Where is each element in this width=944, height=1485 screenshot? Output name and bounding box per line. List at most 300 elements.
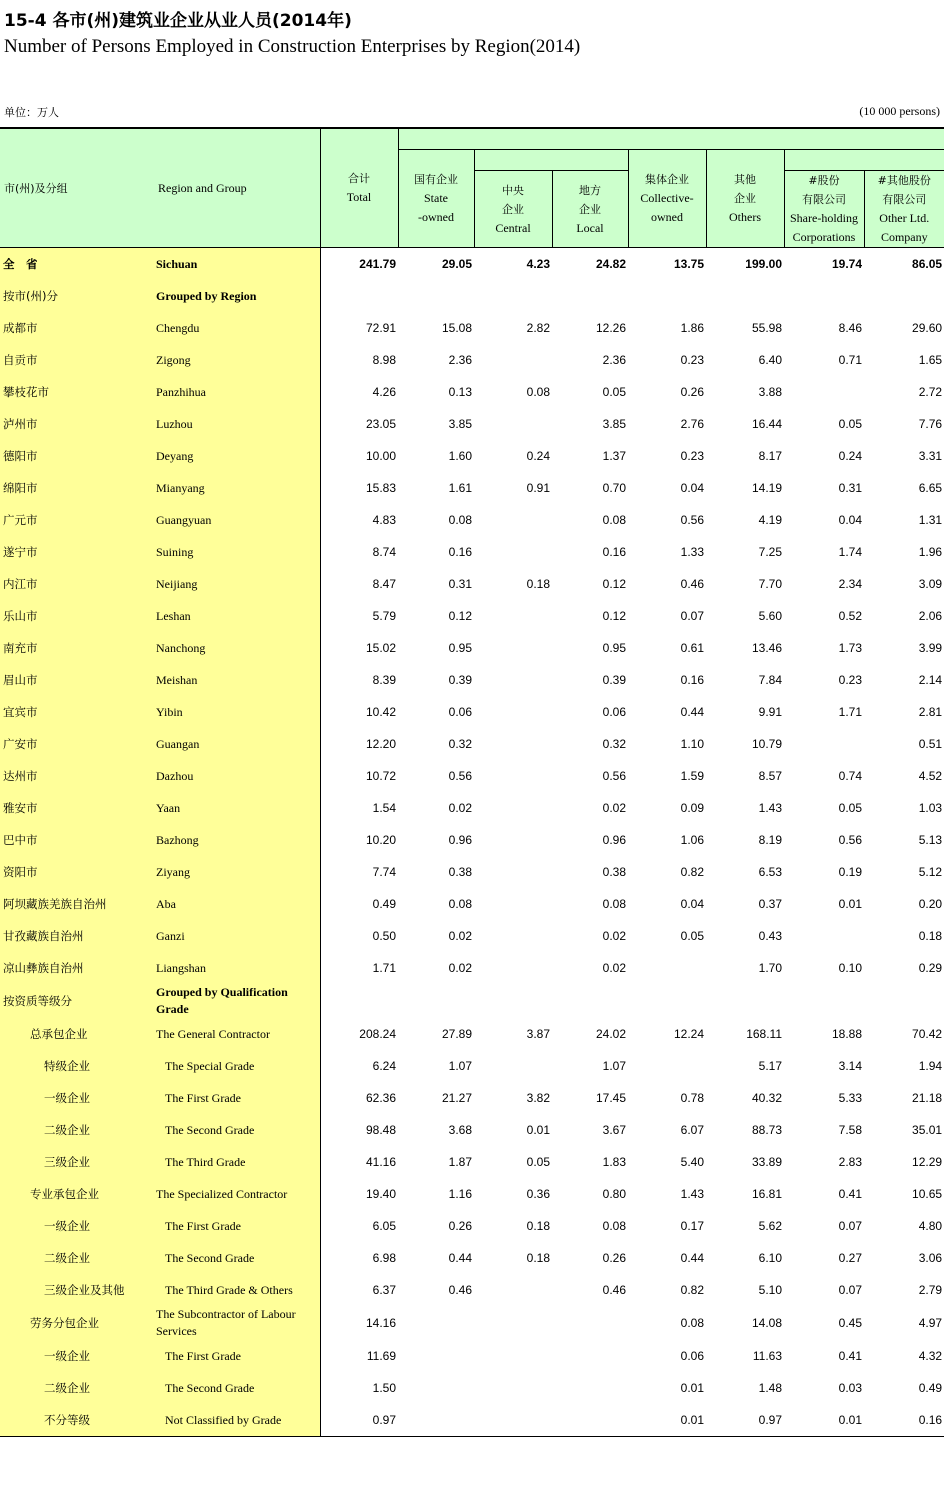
table-cell: 5.60 [758,609,782,623]
table-cell: 0.41 [838,1187,862,1201]
table-cell: 5.17 [758,1059,782,1073]
table-cell: 17.45 [595,1091,626,1105]
table-row [0,248,944,281]
row-label-cn: 按资质等级分 [0,984,154,1018]
table-cell: 0.18 [526,577,550,591]
row-label-cn: 内江市 [0,568,154,600]
table-row [0,1340,944,1372]
table-cell: 8.98 [372,353,396,367]
table-cell: 6.98 [372,1251,396,1265]
table-row [0,568,944,600]
row-label-en: Dazhou [154,760,320,792]
table-cell: 19.40 [365,1187,396,1201]
table-cell: 5.10 [758,1283,782,1297]
table-body [0,248,944,1437]
table-row [0,920,944,952]
table-cell: 0.74 [838,769,862,783]
table-row [0,1210,944,1242]
table-cell: 10.00 [365,449,396,463]
row-label-en: Sichuan [154,248,320,281]
table-cell: 1.33 [680,545,704,559]
table-cell: 27.89 [441,1027,472,1041]
table-cell: 3.85 [448,417,472,431]
table-cell [398,1306,474,1340]
table-cell: 72.91 [365,321,396,335]
row-label-cn: 凉山彝族自治州 [0,952,154,984]
table-cell: 1.73 [838,641,862,655]
row-label-cn: 眉山市 [0,664,154,696]
table-cell: 241.79 [320,248,398,281]
row-label-cn: 攀枝花市 [0,376,154,408]
table-cell [474,888,552,920]
table-cell: 23.05 [365,417,396,431]
row-label-cn: 专业承包企业 [0,1178,154,1210]
table-cell: 11.63 [752,1349,782,1363]
table-cell: 1.54 [372,801,396,815]
row-label-en: Yibin [154,696,320,728]
row-label-en: Not Classified by Grade [154,1404,320,1437]
table-cell: 0.31 [838,481,862,495]
table-cell [320,280,398,312]
table-cell: 0.23 [680,353,704,367]
table-cell: 1.71 [838,705,862,719]
table-cell: 1.59 [680,769,704,783]
table-cell: 2.14 [918,673,943,687]
table-cell: 1.16 [448,1187,472,1201]
table-row [0,632,944,664]
table-cell: 0.08 [526,385,550,399]
table-cell: 2.76 [680,417,704,431]
table-cell: 2.82 [526,321,550,335]
row-label-en: The Special Grade [154,1050,320,1082]
table-cell: 4.26 [372,385,396,399]
table-cell: 0.32 [448,737,472,751]
row-label-en: The First Grade [154,1210,320,1242]
row-label-cn: 劳务分包企业 [0,1306,154,1340]
table-cell [398,1340,474,1372]
table-cell [552,1306,628,1340]
table-cell: 18.88 [831,1027,862,1041]
table-cell: 12.24 [673,1027,704,1041]
table-cell: 4.83 [372,513,396,527]
table-cell: 7.84 [758,673,782,687]
table-cell: 6.24 [372,1059,396,1073]
row-label-en: Luzhou [154,408,320,440]
table-cell: 2.81 [918,705,943,719]
table-cell: 0.01 [784,1404,864,1437]
table-cell: 5.33 [838,1091,862,1105]
row-label-en: The Second Grade [154,1114,320,1146]
table-cell: 0.50 [372,929,396,943]
table-cell: 0.04 [680,897,704,911]
table-cell: 0.08 [602,513,626,527]
table-cell: 1.07 [602,1059,626,1073]
table-cell: 0.16 [864,1404,944,1437]
header-region-cn: 市(州)及分组 [0,128,154,248]
table-row [0,600,944,632]
row-label-en: Zigong [154,344,320,376]
table-cell: 7.25 [758,545,782,559]
row-label-cn: 二级企业 [0,1372,154,1404]
row-label-en: The Third Grade [154,1146,320,1178]
table-cell: 0.12 [448,609,472,623]
table-cell: 0.44 [680,705,704,719]
table-cell: 12.20 [365,737,396,751]
row-label-en: The Third Grade & Others [154,1274,320,1306]
table-cell: 15.02 [365,641,396,655]
table-cell: 1.37 [602,449,626,463]
table-cell: 4.80 [918,1219,943,1233]
table-cell: 6.10 [758,1251,782,1265]
table-row [0,1404,944,1437]
table-cell: 14.19 [751,481,782,495]
table-cell [474,1306,552,1340]
row-label-cn: 泸州市 [0,408,154,440]
table-cell: 0.91 [526,481,550,495]
table-cell [474,1050,552,1082]
table-cell: 0.31 [448,577,472,591]
table-cell [628,984,706,1018]
table-cell [474,696,552,728]
row-label-en: Suining [154,536,320,568]
row-label-cn: 广元市 [0,504,154,536]
row-label-en: Ganzi [154,920,320,952]
table-cell: 1.10 [680,737,704,751]
table-cell: 24.02 [595,1027,626,1041]
table-cell [552,1372,628,1404]
table-row [0,1146,944,1178]
table-cell: 1.86 [680,321,704,335]
table-cell [474,984,552,1018]
table-cell: 199.00 [706,248,784,281]
table-cell: 0.39 [602,673,626,687]
table-cell: 1.50 [372,1381,396,1395]
table-cell: 13.46 [751,641,782,655]
row-label-en: Guangyuan [154,504,320,536]
table-cell: 2.36 [448,353,472,367]
table-cell: 1.60 [448,449,472,463]
table-cell [398,1372,474,1404]
row-label-en: Mianyang [154,472,320,504]
table-cell [474,504,552,536]
table-cell: 0.04 [838,513,862,527]
table-row [0,440,944,472]
table-cell [784,280,864,312]
table-cell: 2.79 [918,1283,943,1297]
row-label-cn: 自贡市 [0,344,154,376]
table-cell [320,984,398,1018]
table-cell: 8.39 [372,673,396,687]
table-cell: 0.05 [838,801,862,815]
table-cell: 0.18 [526,1251,550,1265]
table-cell [706,280,784,312]
header-state-owned: 国有企业 State -owned [398,150,474,248]
header-central: 中央 企业 Central [474,171,552,248]
row-label-en: The Second Grade [154,1242,320,1274]
table-cell: 62.36 [365,1091,396,1105]
row-label-cn: 德阳市 [0,440,154,472]
table-cell: 1.61 [448,481,472,495]
table-cell: 35.01 [912,1123,943,1137]
table-cell: 0.18 [918,929,943,943]
table-cell: 0.52 [838,609,862,623]
table-cell: 0.07 [680,609,704,623]
table-cell: 0.45 [838,1316,862,1330]
table-cell: 6.40 [758,353,782,367]
table-row [0,536,944,568]
table-cell: 70.42 [912,1027,943,1041]
table-cell: 33.89 [751,1155,782,1169]
table-cell: 0.82 [680,865,704,879]
table-cell: 0.16 [448,545,472,559]
table-cell: 8.17 [758,449,782,463]
table-cell: 0.61 [680,641,704,655]
table-cell: 0.16 [602,545,626,559]
row-label-cn: 一级企业 [0,1340,154,1372]
table-cell: 7.76 [918,417,943,431]
table-cell: 0.23 [680,449,704,463]
row-label-en: Yaan [154,792,320,824]
table-row [0,312,944,344]
table-cell: 0.97 [320,1404,398,1437]
row-label-cn: 全 省 [0,248,154,281]
table-cell: 8.19 [758,833,782,847]
table-row [0,504,944,536]
table-row [0,408,944,440]
table-cell: 0.80 [602,1187,626,1201]
table-cell [474,344,552,376]
table-cell: 1.71 [372,961,396,975]
table-cell: 0.46 [680,577,704,591]
row-label-cn: 不分等级 [0,1404,154,1437]
table-cell: 10.72 [365,769,396,783]
table-cell [474,536,552,568]
table-row [0,696,944,728]
table-cell: 1.43 [680,1187,704,1201]
table-cell: 0.20 [918,897,943,911]
table-cell: 4.19 [758,513,782,527]
table-cell: 0.10 [838,961,862,975]
table-cell: 5.79 [372,609,396,623]
table-cell: 1.48 [758,1381,782,1395]
header-share-holding: #股份 有限公司 Share-holding Corporations [784,171,864,248]
row-label-cn: 广安市 [0,728,154,760]
table-cell [474,632,552,664]
row-label-cn: 雅安市 [0,792,154,824]
table-cell: 0.01 [526,1123,550,1137]
table-cell: 0.26 [448,1219,472,1233]
row-label-cn: 按市(州)分 [0,280,154,312]
row-label-en: Neijiang [154,568,320,600]
table-cell: 0.19 [838,865,862,879]
table-row [0,1242,944,1274]
row-label-cn: 甘孜藏族自治州 [0,920,154,952]
table-cell: 16.81 [751,1187,782,1201]
table-cell: 168.11 [746,1027,782,1041]
table-cell: 29.60 [912,321,943,335]
table-cell: 86.05 [864,248,944,281]
table-cell: 3.87 [526,1027,550,1041]
row-label-en: The First Grade [154,1082,320,1114]
table-cell: 12.29 [912,1155,943,1169]
table-row [0,824,944,856]
table-cell: 0.49 [918,1381,943,1395]
table-cell [552,1404,628,1437]
table-cell: 10.20 [365,833,396,847]
table-cell: 8.47 [372,577,396,591]
table-cell: 0.12 [602,609,626,623]
table-cell: 0.17 [680,1219,704,1233]
row-label-cn: 巴中市 [0,824,154,856]
table-cell: 0.01 [680,1381,704,1395]
table-cell: 0.13 [448,385,472,399]
table-cell: 14.08 [751,1316,782,1330]
table-cell: 0.44 [448,1251,472,1265]
table-cell: 40.32 [751,1091,782,1105]
table-cell: 0.07 [838,1283,862,1297]
row-label-cn: 特级企业 [0,1050,154,1082]
table-cell [474,280,552,312]
table-cell: 15.83 [365,481,396,495]
table-cell: 3.88 [758,385,782,399]
table-row [0,856,944,888]
row-label-en: Aba [154,888,320,920]
table-cell: 9.91 [758,705,782,719]
table-cell: 0.09 [680,801,704,815]
table-cell: 3.09 [918,577,943,591]
table-row [0,888,944,920]
table-cell: 0.01 [838,897,862,911]
header-region-en: Region and Group [154,128,320,248]
table-cell: 21.27 [441,1091,472,1105]
row-label-cn: 一级企业 [0,1082,154,1114]
table-cell: 4.52 [918,769,943,783]
table-header [0,128,944,248]
table-cell [398,1404,474,1437]
table-row [0,1018,944,1050]
table-cell: 0.56 [448,769,472,783]
table-cell [784,376,864,408]
table-row [0,1274,944,1306]
table-cell: 0.38 [602,865,626,879]
row-label-en: The Subcontractor of Labour Services [154,1306,320,1340]
table-cell: 0.97 [706,1404,784,1437]
table-cell: 41.16 [365,1155,396,1169]
table-cell: 5.13 [918,833,943,847]
row-label-en: Meishan [154,664,320,696]
table-cell: 0.05 [602,385,626,399]
table-cell: 0.02 [448,801,472,815]
table-cell [474,1274,552,1306]
table-cell: 1.96 [918,545,943,559]
table-cell [474,952,552,984]
page-title-en: Number of Persons Employed in Construction Enterprises by Region(2014) [4,36,581,57]
table-cell: 2.83 [838,1155,862,1169]
table-cell [552,1340,628,1372]
header-total: 合计 Total [320,128,398,248]
table-row [0,344,944,376]
row-label-en: Liangshan [154,952,320,984]
table-cell: 6.07 [680,1123,704,1137]
table-cell: 0.46 [602,1283,626,1297]
table-cell: 0.82 [680,1283,704,1297]
table-cell: 16.44 [751,417,782,431]
table-cell: 0.38 [448,865,472,879]
table-cell: 0.96 [448,833,472,847]
table-row [0,952,944,984]
table-row [0,664,944,696]
table-cell: 0.23 [838,673,862,687]
table-cell: 3.31 [918,449,943,463]
table-cell: 6.65 [918,481,943,495]
table-cell [784,920,864,952]
table-cell: 0.78 [680,1091,704,1105]
table-cell: 19.74 [784,248,864,281]
table-cell: 0.03 [838,1381,862,1395]
table-cell: 14.16 [365,1316,396,1330]
table-cell [474,408,552,440]
row-label-en: Panzhihua [154,376,320,408]
table-cell: 6.37 [372,1283,396,1297]
table-cell: 21.18 [912,1091,943,1105]
table-cell: 0.02 [448,929,472,943]
row-label-cn: 宜宾市 [0,696,154,728]
table-cell: 0.06 [448,705,472,719]
table-cell: 4.97 [918,1316,943,1330]
table-cell [398,280,474,312]
table-cell: 1.74 [838,545,862,559]
table-cell: 4.32 [918,1349,943,1363]
table-cell: 0.49 [372,897,396,911]
table-cell [552,984,628,1018]
table-cell [784,984,864,1018]
row-label-cn: 绵阳市 [0,472,154,504]
table-row [0,984,944,1018]
row-label-en: Ziyang [154,856,320,888]
table-cell: 6.53 [758,865,782,879]
table-cell: 4.23 [474,248,552,281]
table-cell: 0.56 [680,513,704,527]
row-label-cn: 三级企业 [0,1146,154,1178]
row-label-en: The Specialized Contractor [154,1178,320,1210]
table-cell [474,1404,552,1437]
table-cell: 3.99 [918,641,943,655]
table-cell: 13.75 [628,248,706,281]
table-cell [474,920,552,952]
table-cell: 0.07 [838,1219,862,1233]
table-cell: 0.16 [680,673,704,687]
table-cell: 0.24 [838,449,862,463]
table-cell: 10.42 [365,705,396,719]
table-row [0,1082,944,1114]
table-cell: 0.06 [680,1349,704,1363]
row-label-cn: 二级企业 [0,1114,154,1146]
row-label-cn: 阿坝藏族羌族自治州 [0,888,154,920]
table-cell: 0.37 [758,897,782,911]
row-label-en: The General Contractor [154,1018,320,1050]
row-label-en: Deyang [154,440,320,472]
row-label-en: Guangan [154,728,320,760]
table-cell: 0.01 [628,1404,706,1437]
table-row [0,1114,944,1146]
table-cell: 0.39 [448,673,472,687]
table-cell: 0.56 [838,833,862,847]
table-cell [552,280,628,312]
table-cell: 12.26 [595,321,626,335]
table-cell: 0.26 [602,1251,626,1265]
table-cell: 0.05 [838,417,862,431]
table-cell: 5.62 [758,1219,782,1233]
